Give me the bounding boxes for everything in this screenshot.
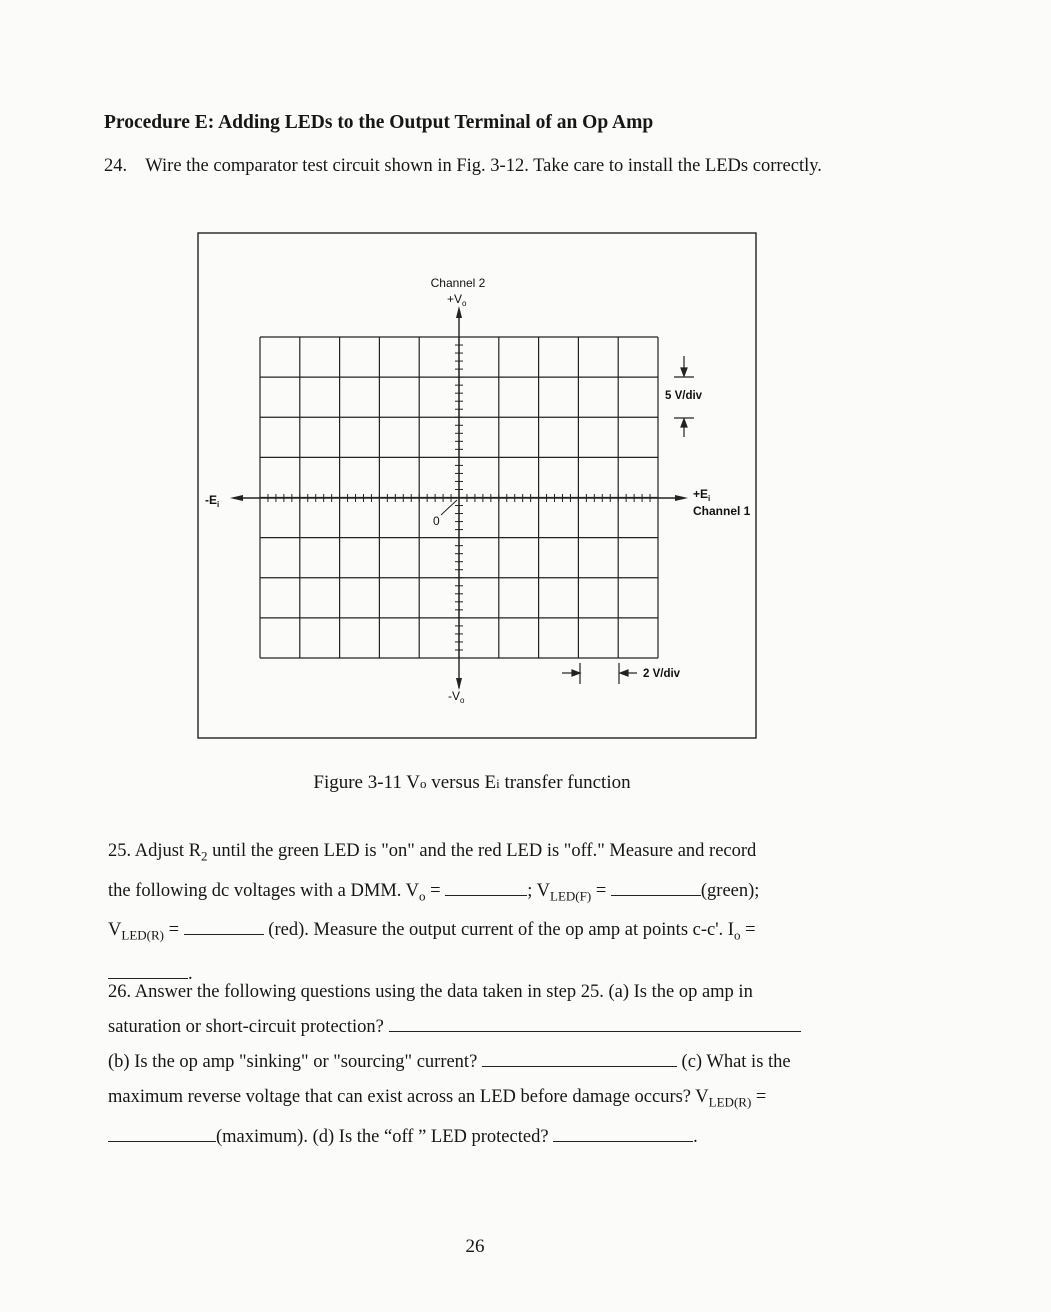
step-24-text: Wire the comparator test circuit shown in Fig. 3-12. Take care to install the LEDs correctly. bbox=[145, 156, 822, 176]
channel-2-label: Channel 2 bbox=[430, 276, 486, 290]
minus-vo-label: $-V_o$ bbox=[448, 689, 465, 705]
step-26-line-2: saturation or short-circuit protection? bbox=[108, 1010, 838, 1045]
max-reverse-voltage-blank[interactable] bbox=[108, 1125, 216, 1142]
step-25-line-4: . bbox=[108, 957, 838, 992]
saturation-answer-blank[interactable] bbox=[389, 1015, 801, 1032]
plus-vo-label: $+V_o$ bbox=[447, 292, 467, 308]
minus-ei-label: $-E_i$ bbox=[205, 493, 220, 509]
procedure-heading: Procedure E: Adding LEDs to the Output Terminal of an Op Amp bbox=[104, 112, 654, 133]
vo-answer-blank[interactable] bbox=[445, 879, 527, 896]
vertical-scale-label: 5 V/div bbox=[665, 390, 703, 402]
origin-label: 0 bbox=[433, 514, 440, 528]
page-number: 26 bbox=[465, 1236, 485, 1257]
channel-1-label: Channel 1 bbox=[693, 504, 751, 518]
step-25-line-3: $V_{LED(R)} = (red)$. Measure the output current of the op amp at points c-c'. $I_o$ = bbox=[108, 920, 756, 944]
step-25-paragraph bbox=[108, 834, 838, 992]
figure-frame bbox=[198, 233, 756, 738]
step-26-line-4: maximum reverse voltage that can exist across an LED before damage occurs? $V_{LED(R)}$ = bbox=[108, 1087, 767, 1110]
step-26-line-1: 26. Answer the following questions using the data taken in step 25. (a) Is the op amp in bbox=[108, 982, 753, 1002]
origin-pointer bbox=[441, 500, 457, 515]
plus-ei-label: $+E_i$ bbox=[693, 487, 711, 503]
horizontal-arrow-right bbox=[675, 495, 688, 501]
step-25-line-1: 25. Adjust $R_2$ until the green LED is "on" and the red LED is "off." Measure and record bbox=[108, 841, 757, 864]
step-26-line-5: (maximum). (d) Is the “off ” LED protected? . bbox=[108, 1120, 838, 1155]
horizontal-scale-label: 2 V/div bbox=[643, 668, 681, 680]
sinking-answer-blank[interactable] bbox=[482, 1050, 677, 1067]
step-26-paragraph bbox=[108, 975, 838, 1155]
figure-caption: Figure 3-11 Vo versus Ei transfer function bbox=[313, 772, 631, 793]
vledr-answer-blank[interactable] bbox=[184, 918, 264, 935]
vledf-answer-blank[interactable] bbox=[611, 879, 701, 896]
off-led-protected-blank[interactable] bbox=[553, 1125, 693, 1142]
step-26-line-3: (b) Is the op amp "sinking" or "sourcing" current? (c) What is the bbox=[108, 1052, 791, 1072]
horizontal-arrow-left bbox=[230, 495, 243, 501]
step-25-line-2: the following dc voltages with a DMM. $V_o$ = ; $V_{LED(F)}$ = (green); bbox=[108, 880, 760, 904]
step-24-number: 24. bbox=[104, 156, 128, 176]
horizontal-scale-indicator bbox=[562, 663, 637, 684]
